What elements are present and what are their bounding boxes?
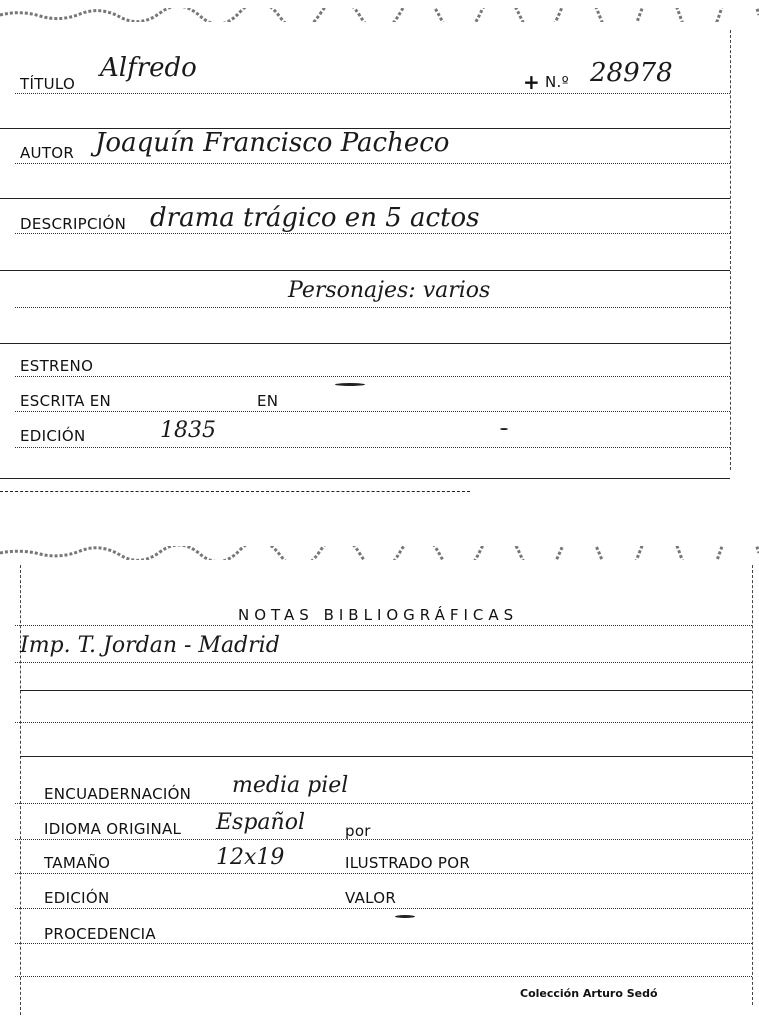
encuadernacion-value: media piel: [232, 773, 349, 798]
en-label: EN: [257, 392, 279, 410]
edicion-label: EDICIÓN: [20, 427, 86, 445]
row-rule: [0, 198, 730, 199]
catalog-card-top: [0, 0, 759, 495]
row-line: [15, 803, 752, 804]
estreno-label: ESTRENO: [20, 357, 94, 375]
row-line: [15, 307, 730, 308]
row-rule: [0, 478, 730, 479]
notas-value: Imp. T. Jordan - Madrid: [20, 633, 280, 658]
row-line: [15, 93, 730, 94]
row-line: [15, 943, 752, 944]
procedencia-label: PROCEDENCIA: [44, 925, 156, 943]
encuadernacion-label: ENCUADERNACIÓN: [44, 785, 192, 803]
torn-edge: [0, 8, 759, 20]
torn-edge: [0, 546, 759, 558]
edicion-label: EDICIÓN: [44, 889, 110, 907]
notas-title: NOTAS BIBLIOGRÁFICAS: [238, 606, 519, 624]
row-line: [15, 722, 752, 723]
scuff-mark: [395, 915, 415, 918]
idioma-value: Español: [216, 810, 305, 835]
row-line: [15, 839, 752, 840]
autor-value: Joaquín Francisco Pacheco: [95, 128, 450, 158]
catalog-card-bottom: [0, 540, 759, 1028]
margin-line: [752, 565, 753, 1005]
valor-label: VALOR: [345, 889, 397, 907]
row-rule: [20, 690, 752, 691]
cut-edge: [0, 491, 470, 492]
tamano-value: 12x19: [216, 845, 285, 870]
titulo-value: Alfredo: [100, 53, 197, 83]
row-line: [15, 976, 752, 977]
descripcion-value: drama trágico en 5 actos: [150, 203, 480, 233]
margin-line: [730, 30, 731, 470]
scuff-mark: [335, 383, 365, 386]
number-value: 28978: [590, 58, 673, 88]
row-line: [15, 233, 730, 234]
cross-mark: +: [523, 70, 540, 94]
collection-credit: Colección Arturo Sedó: [520, 987, 658, 1000]
row-line: [15, 376, 730, 377]
row-rule: [0, 343, 730, 344]
scuff-mark: [500, 428, 508, 430]
descripcion-label: DESCRIPCIÓN: [20, 215, 127, 233]
number-label: N.º: [545, 73, 569, 91]
escrita-label: ESCRITA EN: [20, 392, 112, 410]
row-line: [15, 873, 752, 874]
row-line: [15, 625, 752, 626]
row-line: [15, 908, 752, 909]
idioma-label: IDIOMA ORIGINAL: [44, 820, 182, 838]
row-line: [15, 411, 730, 412]
tamano-label: TAMAÑO: [44, 854, 111, 872]
row-rule: [20, 756, 752, 757]
titulo-label: TÍTULO: [20, 75, 76, 93]
row-line: [15, 447, 730, 448]
por-label: por: [345, 822, 371, 840]
row-line: [15, 163, 730, 164]
row-line: [15, 662, 752, 663]
row-rule: [0, 270, 730, 271]
ilustrado-label: ILUSTRADO POR: [345, 854, 471, 872]
personajes-value: Personajes: varios: [288, 278, 491, 303]
edicion-value: 1835: [160, 418, 216, 443]
autor-label: AUTOR: [20, 144, 75, 162]
